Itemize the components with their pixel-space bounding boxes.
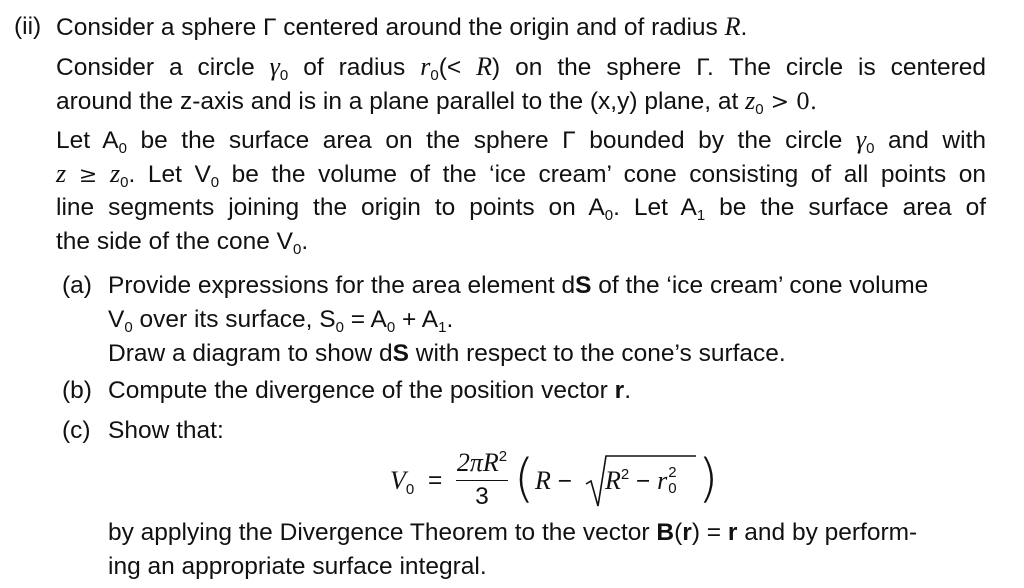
z-subscript: 0 bbox=[755, 101, 764, 118]
item-c-after-text-b: and by perform- bbox=[737, 519, 918, 546]
a0-subscript: 0 bbox=[118, 140, 127, 157]
geq-symbol: ≥ bbox=[66, 163, 111, 188]
item-c-line bbox=[108, 414, 224, 448]
a0-subscript-2: 0 bbox=[604, 207, 614, 224]
para1-line1 bbox=[56, 50, 986, 85]
position-vector-r: r bbox=[614, 377, 625, 404]
item-a-label: (a) bbox=[62, 272, 92, 299]
para2-text-b: be the surface area on the sphere Γ bounded by the circle bbox=[126, 127, 856, 154]
para2-text-g: . Let A bbox=[613, 194, 697, 221]
para2-text-e: be the volume of the ‘ice cream’ cone consisting of all points on bbox=[219, 161, 987, 188]
item-c-after-line2 bbox=[108, 550, 487, 584]
radius-symbol: R bbox=[724, 12, 741, 41]
item-a-v0-sub: 0 bbox=[124, 319, 133, 336]
item-c-after-text-c: ing an appropriate surface integral. bbox=[108, 553, 487, 580]
part-label: (ii) bbox=[14, 13, 42, 40]
intro-text: Consider a sphere Γ centered around the origin and of radius bbox=[56, 14, 725, 41]
item-a-text-e: + A bbox=[395, 306, 439, 333]
z-symbol-3: z bbox=[110, 159, 121, 188]
item-a-text-d: = A bbox=[343, 306, 387, 333]
para1-text-d: ) on the sphere Γ. The circle is centered bbox=[492, 54, 986, 81]
r-symbol: r bbox=[420, 52, 431, 81]
item-c-after-line1: by applying the Divergence Theorem to the vector B(r) = r and by perform- bbox=[108, 519, 918, 546]
eq-R: R bbox=[535, 466, 551, 495]
eq-rad-r-scripts bbox=[667, 464, 677, 497]
item-a-text-c: over its surface, S bbox=[132, 306, 336, 333]
radius-symbol-2: R bbox=[476, 52, 493, 81]
eq-v: V bbox=[390, 466, 406, 495]
para2-text-j: . bbox=[301, 228, 309, 255]
para2-text-h: be the surface area of bbox=[705, 194, 987, 221]
z-symbol: z bbox=[745, 86, 756, 115]
eq-rad-R-sup: 2 bbox=[620, 466, 630, 483]
eq-denominator: 3 bbox=[475, 483, 489, 510]
item-c-label: (c) bbox=[62, 417, 91, 444]
para2-line4 bbox=[56, 225, 308, 259]
para2-text-c: and with bbox=[874, 127, 986, 154]
para1-text-a: Consider a circle bbox=[56, 54, 270, 81]
dS-bold-2: S bbox=[392, 340, 409, 367]
eq-right-paren: ) bbox=[698, 449, 719, 509]
z-symbol-2: z bbox=[56, 159, 67, 188]
item-a-period: . bbox=[446, 306, 454, 333]
s0-subscript: 0 bbox=[335, 319, 344, 336]
gamma-symbol: γ bbox=[269, 52, 280, 81]
item-a-line1 bbox=[108, 269, 928, 303]
para2-line3 bbox=[56, 191, 986, 225]
eq-rad-R: R bbox=[605, 466, 621, 495]
a1-subscript: 1 bbox=[696, 207, 706, 224]
vector-B-arg: r bbox=[682, 519, 692, 546]
para2-line2 bbox=[56, 157, 986, 193]
item-b-label: (b) bbox=[62, 377, 92, 404]
eq-num-sup: 2 bbox=[498, 448, 508, 465]
gamma-subscript-2: 0 bbox=[866, 140, 875, 157]
item-b-text: Compute the divergence of the position vector bbox=[108, 377, 615, 404]
para1-text-e: around the z-axis and is in a plane parallel to the (x,y) plane, at bbox=[56, 88, 746, 115]
vector-r-bold: r bbox=[727, 519, 738, 546]
item-a-v: V bbox=[108, 306, 125, 333]
eq-rad-minus: − bbox=[636, 468, 651, 495]
item-a-text-f: Draw a diagram to show d bbox=[108, 340, 393, 367]
vector-B: B bbox=[656, 519, 675, 546]
item-a-text-b: of the ‘ice cream’ cone volume bbox=[591, 272, 929, 299]
v0-subscript: 0 bbox=[210, 174, 220, 191]
eq-rad-r: r bbox=[657, 466, 668, 495]
eq-minus: − bbox=[557, 468, 573, 495]
intro-line bbox=[56, 10, 747, 45]
eq-left-paren: ( bbox=[514, 449, 535, 509]
para2-text-f: line segments joining the origin to points on A bbox=[56, 194, 605, 221]
dS-bold: S bbox=[575, 272, 592, 299]
item-c-after-eq: = bbox=[699, 519, 728, 546]
item-b-period: . bbox=[624, 377, 631, 404]
gt-zero: > 0. bbox=[763, 90, 818, 115]
eq-num-text: 2πR bbox=[456, 448, 499, 477]
gamma-subscript: 0 bbox=[279, 67, 289, 84]
v0-subscript-2: 0 bbox=[293, 241, 302, 258]
eq-equals: = bbox=[428, 467, 443, 494]
item-b-line bbox=[108, 374, 631, 408]
intro-period: . bbox=[740, 14, 748, 41]
eq-v-sub: 0 bbox=[405, 481, 415, 498]
z-subscript-2: 0 bbox=[120, 174, 129, 191]
item-c-text: Show that: bbox=[108, 417, 224, 444]
item-a-line2 bbox=[108, 303, 453, 337]
para2-text-a: Let A bbox=[56, 127, 119, 154]
item-c-after-text-a: by applying the Divergence Theorem to the vector bbox=[108, 519, 657, 546]
para1-line2 bbox=[56, 84, 817, 120]
eq-rad-r-sub: 0 bbox=[668, 480, 677, 497]
para2-text-d: . Let V bbox=[128, 161, 211, 188]
para2-line1 bbox=[56, 123, 986, 158]
gamma-symbol-2: γ bbox=[855, 125, 867, 154]
para1-text-b: of radius bbox=[288, 54, 421, 81]
eq-rad-r-sup: 2 bbox=[668, 464, 677, 481]
item-a-a0-sub: 0 bbox=[386, 319, 396, 336]
item-a-text-a: Provide expressions for the area element d bbox=[108, 272, 576, 299]
item-a-a1-sub: 1 bbox=[438, 319, 447, 336]
para2-text-i: the side of the cone V bbox=[56, 228, 293, 255]
para1-text-c: (< bbox=[438, 54, 477, 81]
item-a-text-g: with respect to the cone’s surface. bbox=[408, 340, 786, 367]
item-a-line3 bbox=[108, 337, 786, 371]
volume-equation bbox=[390, 448, 720, 514]
r-subscript: 0 bbox=[430, 67, 439, 84]
eq-radicand bbox=[605, 464, 676, 499]
